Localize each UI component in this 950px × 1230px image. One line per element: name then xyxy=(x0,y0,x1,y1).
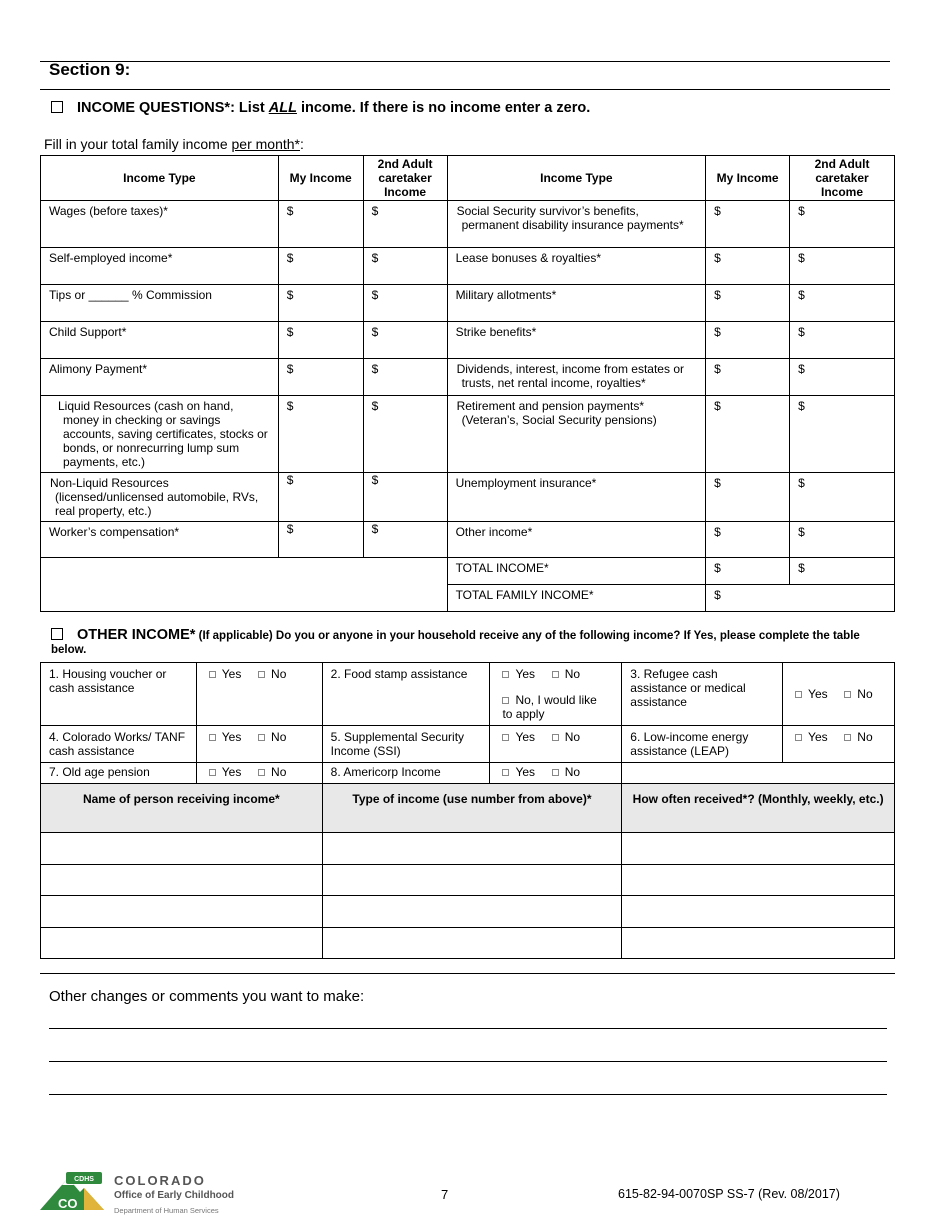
colorado-logo-mark xyxy=(38,1170,108,1214)
yes-checkbox[interactable] xyxy=(502,769,509,776)
header-my-income: My Income xyxy=(278,156,363,201)
my-income-field[interactable]: $ xyxy=(706,359,790,396)
second-adult-income-field[interactable]: $ xyxy=(363,522,447,558)
income-type-label: Child Support* xyxy=(41,322,279,359)
income-item-label: 4. Colorado Works/ TANF cash assistance xyxy=(41,726,197,763)
second-adult-income-field[interactable]: $ xyxy=(363,396,447,473)
my-income-field[interactable]: $ xyxy=(278,359,363,396)
total-second-adult-income-field[interactable]: $ xyxy=(790,558,895,585)
blank-cell xyxy=(41,558,448,612)
income-type-label: Dividends, interest, income from estates or trusts, net rental income, royalties* xyxy=(447,359,706,396)
yes-checkbox[interactable] xyxy=(209,769,216,776)
other-income-heading: OTHER INCOME* (If applicable) Do you or anyone in your household receive any of the following income? If Yes, please complete the table below. xyxy=(51,627,860,656)
table-row xyxy=(41,663,895,726)
colorado-logo xyxy=(38,1170,108,1214)
my-income-field[interactable]: $ xyxy=(706,473,790,522)
second-adult-income-field[interactable]: $ xyxy=(790,285,895,322)
frequency-field[interactable] xyxy=(622,865,895,896)
income-item-label: 2. Food stamp assistance xyxy=(322,663,490,726)
logo-line-2: Office of Early Childhood xyxy=(114,1190,235,1201)
table-row xyxy=(41,833,895,865)
logo-co-text: CO xyxy=(58,1196,78,1211)
second-adult-income-field[interactable]: $ xyxy=(363,248,447,285)
income-item-label: 5. Supplemental Security Income (SSI) xyxy=(322,726,490,763)
yes-checkbox[interactable] xyxy=(795,691,802,698)
person-name-field[interactable] xyxy=(41,833,323,865)
income-table-header xyxy=(41,156,895,201)
total-family-income-label: TOTAL FAMILY INCOME* xyxy=(447,585,706,612)
no-checkbox[interactable] xyxy=(552,734,559,741)
income-item-label: 8. Americorp Income xyxy=(322,763,490,784)
income-type-label: Lease bonuses & royalties* xyxy=(447,248,706,285)
my-income-field[interactable]: $ xyxy=(706,248,790,285)
table-row xyxy=(41,396,895,473)
income-type-label: Tips or ______ % Commission xyxy=(41,285,279,322)
my-income-field[interactable]: $ xyxy=(706,396,790,473)
yes-checkbox[interactable] xyxy=(795,734,802,741)
table-row xyxy=(41,322,895,359)
form-code: 615-82-94-0070SP SS-7 (Rev. 08/2017) xyxy=(618,1187,840,1201)
table-row xyxy=(41,201,895,248)
yes-no-options: Yes No xyxy=(783,726,895,763)
logo-line-3: Department of Human Services xyxy=(114,1206,219,1215)
logo-line-1: COLORADO xyxy=(114,1173,206,1188)
header-income-type: Type of income (use number from above)* xyxy=(322,784,622,833)
comment-line[interactable] xyxy=(49,1061,887,1062)
income-type-label: Non-Liquid Resources (licensed/unlicensed automobile, RVs, real property, etc.) xyxy=(41,473,279,522)
header-person-name: Name of person receiving income* xyxy=(41,784,323,833)
section-top-rule xyxy=(40,61,890,62)
my-income-field[interactable]: $ xyxy=(706,322,790,359)
my-income-field[interactable]: $ xyxy=(706,201,790,248)
table-row xyxy=(41,248,895,285)
frequency-field[interactable] xyxy=(622,928,895,959)
my-income-field[interactable]: $ xyxy=(278,473,363,522)
yes-no-options: Yes No xyxy=(490,763,622,784)
yes-checkbox[interactable] xyxy=(502,671,509,678)
income-type-label: Strike benefits* xyxy=(447,322,706,359)
total-family-income-field[interactable]: $ xyxy=(706,585,895,612)
income-type-label: Worker’s compensation* xyxy=(41,522,279,558)
blank-cell xyxy=(622,763,895,784)
no-apply-checkbox[interactable] xyxy=(502,697,509,704)
income-type-label: Wages (before taxes)* xyxy=(41,201,279,248)
no-checkbox[interactable] xyxy=(258,671,265,678)
income-item-label: 1. Housing voucher or cash assistance xyxy=(41,663,197,726)
second-adult-income-field[interactable]: $ xyxy=(790,201,895,248)
second-adult-income-field[interactable]: $ xyxy=(790,359,895,396)
other-income-header-row xyxy=(41,784,895,833)
income-type-label: Retirement and pension payments* (Veteran’s, Social Security pensions) xyxy=(447,396,706,473)
second-adult-income-field[interactable]: $ xyxy=(790,322,895,359)
income-instruction: Fill in your total family income per month*: xyxy=(44,136,304,152)
logo-badge-text: CDHS xyxy=(74,1176,94,1183)
income-type-label: Military allotments* xyxy=(447,285,706,322)
table-row xyxy=(41,865,895,896)
yes-checkbox[interactable] xyxy=(209,734,216,741)
comments-top-rule xyxy=(40,973,895,974)
second-adult-income-field[interactable]: $ xyxy=(363,285,447,322)
header-income-type: Income Type xyxy=(41,156,279,201)
yes-checkbox[interactable] xyxy=(209,671,216,678)
comment-line[interactable] xyxy=(49,1028,887,1029)
second-adult-income-field[interactable]: $ xyxy=(363,473,447,522)
second-adult-income-field[interactable]: $ xyxy=(790,248,895,285)
income-type-field[interactable] xyxy=(322,928,622,959)
table-row xyxy=(41,726,895,763)
total-my-income-field[interactable]: $ xyxy=(706,558,790,585)
income-item-label: 7. Old age pension xyxy=(41,763,197,784)
table-row xyxy=(41,473,895,522)
my-income-field[interactable]: $ xyxy=(278,248,363,285)
yes-no-options: Yes No xyxy=(196,726,322,763)
person-name-field[interactable] xyxy=(41,865,323,896)
income-item-label: 3. Refugee cash assistance or medical assistance xyxy=(622,663,783,726)
yes-checkbox[interactable] xyxy=(502,734,509,741)
header-second-adult-income: 2nd Adult caretaker Income xyxy=(790,156,895,201)
frequency-field[interactable] xyxy=(622,896,895,928)
header-second-adult-income: 2nd Adult caretaker Income xyxy=(363,156,447,201)
income-table xyxy=(40,155,895,612)
header-how-often: How often received*? (Monthly, weekly, etc.) xyxy=(622,784,895,833)
other-income-table xyxy=(40,662,895,959)
table-row xyxy=(41,896,895,928)
second-adult-income-field[interactable]: $ xyxy=(790,522,895,558)
total-income-row xyxy=(41,558,895,585)
my-income-field[interactable]: $ xyxy=(706,285,790,322)
table-row xyxy=(41,522,895,558)
table-row xyxy=(41,359,895,396)
no-checkbox[interactable] xyxy=(552,769,559,776)
yes-no-options: Yes No xyxy=(783,663,895,726)
comments-label: Other changes or comments you want to make: xyxy=(49,988,365,1005)
my-income-field[interactable]: $ xyxy=(706,522,790,558)
no-checkbox[interactable] xyxy=(552,671,559,678)
table-row xyxy=(41,763,895,784)
income-type-label: Social Security survivor’s benefits, permanent disability insurance payments* xyxy=(447,201,706,248)
person-name-field[interactable] xyxy=(41,896,323,928)
header-my-income: My Income xyxy=(706,156,790,201)
second-adult-income-field[interactable]: $ xyxy=(363,201,447,248)
no-checkbox[interactable] xyxy=(844,734,851,741)
yes-no-options: Yes No xyxy=(196,663,322,726)
frequency-field[interactable] xyxy=(622,833,895,865)
yes-no-options: Yes No xyxy=(196,763,322,784)
second-adult-income-field[interactable]: $ xyxy=(363,322,447,359)
no-apply-option: No, I would like to apply xyxy=(502,693,597,721)
section-bottom-rule xyxy=(40,89,890,90)
income-type-field[interactable] xyxy=(322,833,622,865)
table-row xyxy=(41,928,895,959)
income-type-label: Unemployment insurance* xyxy=(447,473,706,522)
my-income-field[interactable]: $ xyxy=(278,322,363,359)
my-income-field[interactable]: $ xyxy=(278,285,363,322)
income-item-label: 6. Low-income energy assistance (LEAP) xyxy=(622,726,783,763)
income-type-field[interactable] xyxy=(322,896,622,928)
header-income-type: Income Type xyxy=(447,156,706,201)
total-income-label: TOTAL INCOME* xyxy=(447,558,706,585)
table-row xyxy=(41,285,895,322)
second-adult-income-field[interactable]: $ xyxy=(790,473,895,522)
second-adult-income-field[interactable]: $ xyxy=(363,359,447,396)
income-type-label: Alimony Payment* xyxy=(41,359,279,396)
my-income-field[interactable]: $ xyxy=(278,522,363,558)
other-income-checkbox[interactable] xyxy=(51,628,63,640)
income-questions-heading: INCOME QUESTIONS*: List ALL income. If there is no income enter a zero. xyxy=(51,100,590,116)
person-name-field[interactable] xyxy=(41,928,323,959)
income-type-label: Self-employed income* xyxy=(41,248,279,285)
my-income-field[interactable]: $ xyxy=(278,201,363,248)
income-type-label: Other income* xyxy=(447,522,706,558)
second-adult-income-field[interactable]: $ xyxy=(790,396,895,473)
income-type-field[interactable] xyxy=(322,865,622,896)
no-checkbox[interactable] xyxy=(844,691,851,698)
my-income-field[interactable]: $ xyxy=(278,396,363,473)
comment-line[interactable] xyxy=(49,1094,887,1095)
income-type-label: Liquid Resources (cash on hand, money in checking or savings accounts, saving certificates, stocks or bonds, or nonrecurring lump sum payments, etc.) xyxy=(41,396,279,473)
yes-no-options: Yes No xyxy=(490,726,622,763)
yes-no-options: Yes No No, I would like to apply xyxy=(490,663,622,726)
page-number: 7 xyxy=(441,1187,449,1202)
section-title: Section 9: xyxy=(49,60,131,79)
no-checkbox[interactable] xyxy=(258,734,265,741)
no-checkbox[interactable] xyxy=(258,769,265,776)
income-questions-checkbox[interactable] xyxy=(51,101,63,113)
